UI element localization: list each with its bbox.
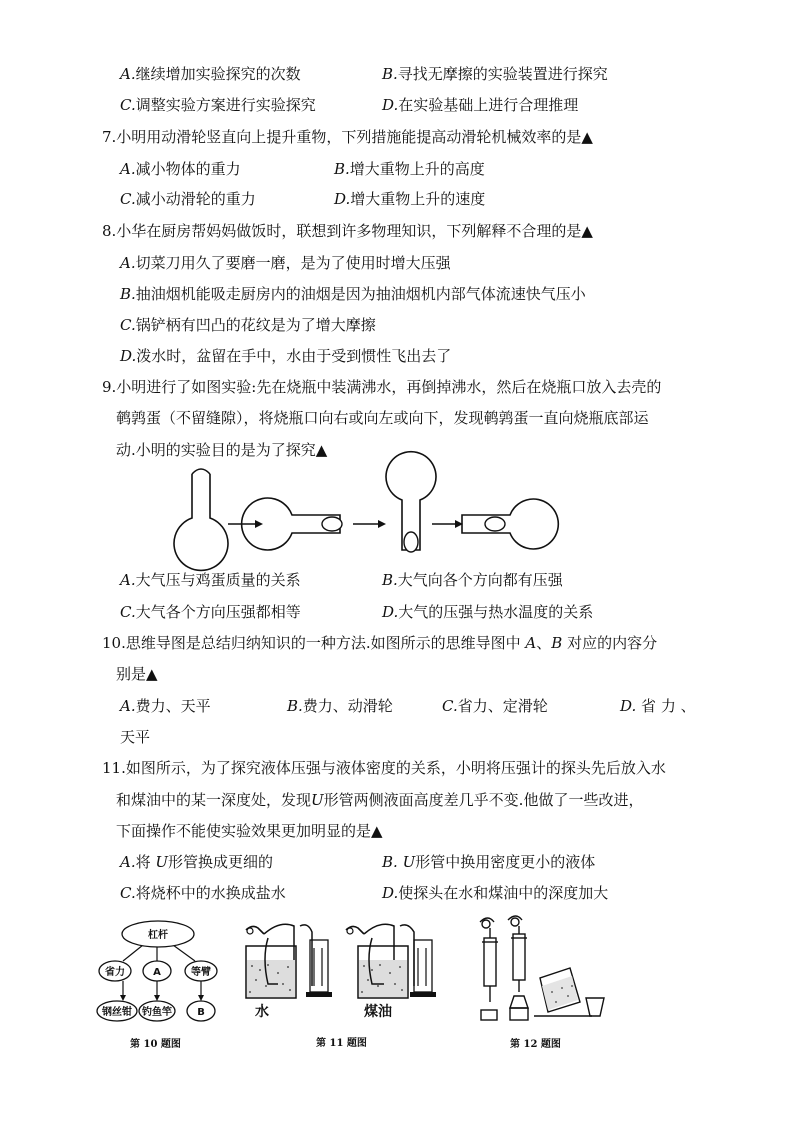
q9-stem-line2: 鹌鹑蛋（不留缝隙），将烧瓶口向右或向左或向下，发现鹌鹑蛋一直向烧瓶底部运	[116, 409, 649, 427]
q8-option-d: D.泼水时，盆留在手中，水由于受到惯性飞出去了	[120, 347, 452, 365]
flask-inverted	[386, 452, 436, 552]
q8-option-c: C.锅铲柄有凹凸的花纹是为了增大摩擦	[120, 316, 376, 334]
q10-stem-line2: 别是▲	[116, 665, 158, 683]
syringe-middle	[508, 916, 528, 1020]
fig12-apparatus	[470, 912, 620, 1024]
q7-stem: 7.小明用动滑轮竖直向上提升重物，下列措施能提高动滑轮机械效率的是▲	[102, 128, 593, 146]
q9-option-d: D.大气的压强与热水温度的关系	[382, 603, 594, 621]
mind-map-node-a: A	[153, 967, 161, 978]
q10-stem-line1: 10.思维导图是总结归纳知识的一种方法.如图所示的思维导图中 A、B 对应的内容分	[102, 634, 658, 652]
q9-option-c: C.大气各个方向压强都相等	[120, 603, 301, 621]
mind-map-leaf-b: B	[197, 1007, 205, 1018]
q7-option-a: A.减小物体的重力	[120, 160, 241, 178]
q9-option-b: B.大气向各个方向都有压强	[382, 571, 563, 589]
mind-map-root: 杠杆	[148, 930, 168, 941]
beaker-small	[586, 998, 604, 1016]
q6-option-a: A.继续增加实验探究的次数	[120, 65, 301, 83]
q11-stem-line3: 下面操作不能使实验效果更加明显的是▲	[116, 822, 383, 840]
gauge-setup-water	[246, 924, 332, 998]
q11-option-b: B. U形管中换用密度更小的液体	[382, 853, 596, 871]
q7-option-b: B.增大重物上升的高度	[334, 160, 485, 178]
mind-map-leaf-2: 钓鱼竿	[142, 1007, 172, 1018]
q8-option-b: B.抽油烟机能吸走厨房内的油烟是因为抽油烟机内部气体流速快气压小	[120, 285, 586, 303]
fig11-caption: 第 11 题图	[316, 1038, 367, 1049]
arrow-right-icon	[353, 520, 386, 528]
mind-map-node-1: 省力	[105, 967, 125, 978]
q10-option-d: D. 省 力 、	[620, 697, 696, 715]
q11-option-a: A.将 U形管换成更细的	[120, 853, 274, 871]
arrow-right-icon	[228, 520, 263, 528]
q10-option-c: C.省力、定滑轮	[442, 697, 548, 715]
q9-figure	[170, 466, 550, 566]
q10-option-d-continued: 天平	[120, 728, 151, 746]
syringe-left	[480, 918, 498, 1020]
q6-option-b: B.寻找无摩擦的实验装置进行探究	[382, 65, 608, 83]
arrow-right-icon	[432, 520, 463, 528]
q6-option-c: C.调整实验方案进行实验探究	[120, 96, 316, 114]
label-water: 水	[255, 1004, 269, 1020]
label-oil: 煤油	[364, 1004, 392, 1020]
q9-option-a: A.大气压与鸡蛋质量的关系	[120, 571, 301, 589]
q7-option-c: C.减小动滑轮的重力	[120, 190, 256, 208]
q11-option-c: C.将烧杯中的水换成盐水	[120, 884, 286, 902]
q11-stem-line1: 11.如图所示，为了探究液体压强与液体密度的关系，小明将压强计的探头先后放入水	[102, 759, 666, 777]
fig11-pressure-gauges	[238, 918, 448, 1023]
q8-stem: 8.小华在厨房帮妈妈做饭时，联想到许多物理知识，下列解释不合理的是▲	[102, 222, 593, 240]
fig10-caption: 第 10 题图	[130, 1039, 181, 1050]
flask-tipped-left	[462, 499, 558, 549]
beaker-tilted	[534, 968, 592, 1016]
q8-option-a: A.切菜刀用久了要磨一磨，是为了使用时增大压强	[120, 254, 451, 272]
q9-stem-line3: 动.小明的实验目的是为了探究▲	[116, 441, 328, 459]
mind-map-leaf-1: 钢丝钳	[102, 1007, 132, 1018]
q11-option-d: D.使探头在水和煤油中的深度加大	[382, 884, 609, 902]
q6-option-d: D.在实验基础上进行合理推理	[382, 96, 579, 114]
fig10-mind-map	[95, 915, 235, 1030]
mind-map-node-3: 等臂	[191, 967, 211, 978]
q11-stem-line2: 和煤油中的某一深度处，发现U形管两侧液面高度差几乎不变.他做了一些改进，	[116, 791, 644, 809]
flask-upright	[174, 469, 228, 570]
gauge-setup-oil	[346, 924, 436, 998]
fig12-caption: 第 12 题图	[510, 1039, 561, 1050]
q7-option-d: D.增大重物上升的速度	[334, 190, 486, 208]
q9-stem-line1: 9.小明进行了如图实验:先在烧瓶中装满沸水，再倒掉沸水，然后在烧瓶口放入去壳的	[102, 378, 662, 396]
q10-option-a: A.费力、天平	[120, 697, 211, 715]
q10-option-b: B.费力、动滑轮	[287, 697, 393, 715]
